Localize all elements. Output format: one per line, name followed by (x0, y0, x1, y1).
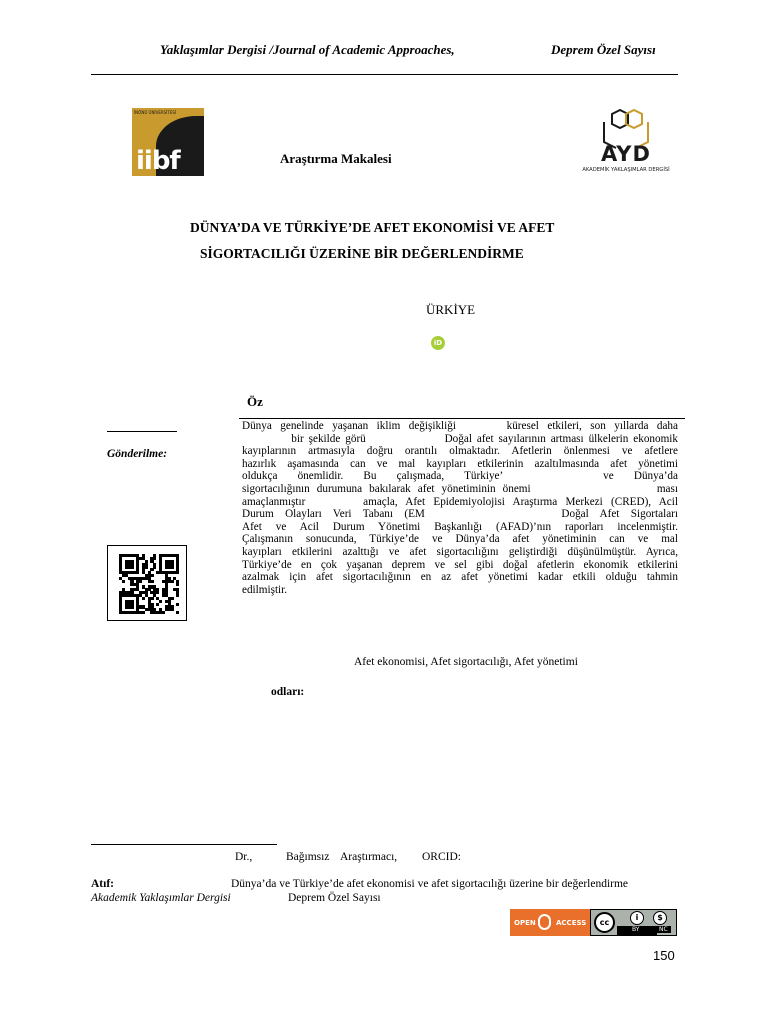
citation-issue: Deprem Özel Sayısı (288, 892, 381, 904)
keywords: Afet ekonomisi, Afet sigortacılığı, Afet yönetimi (354, 656, 578, 668)
abstract-heading: Öz (247, 394, 263, 409)
footnote-role: Bağımsız (286, 851, 330, 863)
abstract-line: Çalışmanın sonucunda, Türkiye’de ve Dünya’da afet yönetiminin can ve mal (242, 533, 678, 546)
citation-text: Dünya’da ve Türkiye’de afet ekonomisi ve afet sigortacılığı üzerine bir değerlendirme (231, 878, 629, 890)
abstract-line: Dünya genelinde yaşanan iklim değişikliği küresel etkileri, son yıllarda daha (242, 420, 678, 432)
abstract-line: oldukça önemlidir. Bu çalışmada, Türkiye’ ve Dünya’da (242, 470, 678, 483)
open-access-open-text: OPEN (514, 919, 536, 927)
qr-module (130, 605, 133, 608)
qr-module (139, 580, 142, 583)
title-line-1: DÜNYA’DA VE TÜRKİYE’DE AFET EKONOMİSİ VE AFET (190, 220, 555, 235)
qr-module (176, 611, 179, 614)
qr-module (150, 580, 153, 583)
footnote-dr: Dr., (235, 851, 253, 863)
qr-module (150, 597, 153, 600)
title-line-2: SİGORTACILIĞI ÜZERİNE BİR DEĞERLENDİRME (200, 246, 524, 261)
cc-nc-text: NC (656, 926, 671, 933)
jel-codes-label: odları: (271, 686, 305, 698)
footnote-orcid: ORCID: (422, 851, 461, 863)
abstract-line: amaçlanmıştır amaçla, Afet Epidemiyolojisi Araştırma Merkezi (CRED), Acil (242, 495, 678, 508)
abstract-line: azalmak için afet sigortacılığının en az afet yönetimi kadar etkili olduğu tahmin (242, 571, 678, 584)
submitted-label: Gönderilme: (107, 448, 168, 460)
abstract-line: kayıpları etkilerini azalttığı ve afet sigortacılığını geliştirdiği düşünülmüştür. Ayrıca, (242, 545, 678, 558)
qr-module (136, 571, 139, 574)
qr-module (176, 571, 179, 574)
ayd-logo-text: AYD (601, 142, 651, 166)
abstract-line: sigortacılığının durumuna bakılarak afet yönetiminin önemi ması (242, 482, 678, 495)
qr-module (170, 608, 173, 611)
open-access-badge[interactable] (510, 909, 590, 936)
qr-code (107, 545, 187, 621)
ayd-logo-subtext: AKADEMİK YAKLAŞIMLAR DERGİSİ (582, 167, 670, 173)
abstract-line: Türkiye’de en çok yaşanan deprem ve sel gibi doğal afetlerin ekonomik etkilerini (242, 558, 678, 571)
ayd-logo (582, 108, 670, 178)
journal-header-title: Yaklaşımlar Dergisi /Journal of Academic Approaches, (160, 42, 455, 57)
qr-module (176, 583, 179, 586)
abstract-line: bir şekilde görü Doğal afet sayılarının artması ülkelerin ekonomik (242, 432, 679, 445)
iibf-logo-small-text: İNÖNÜ ÜNİVERSİTESİ (134, 110, 177, 115)
cc-icon: cc (594, 912, 615, 933)
qr-module (122, 580, 125, 583)
abstract-line: Durum Olayları Veri Tabanı (EM Doğal Afet Sigortaları (242, 508, 678, 521)
abstract-body (242, 420, 678, 596)
qr-module (170, 565, 173, 568)
qr-module (145, 565, 148, 568)
qr-module (153, 557, 156, 560)
citation-journal: Akademik Yaklaşımlar Dergisi (91, 892, 231, 904)
qr-module (153, 565, 156, 568)
attribution-icon: i (630, 911, 644, 925)
author-affiliation: ÜRKİYE (426, 302, 476, 317)
abstract-line: hazırlık aşamasında can ve mal kayıpları etkilerinin azaltılmasında afet yönetimi (242, 457, 678, 470)
qr-module (142, 611, 145, 614)
orcid-icon[interactable]: iD (431, 336, 445, 350)
open-lock-icon (538, 914, 551, 930)
qr-module (176, 594, 179, 597)
qr-module (170, 597, 173, 600)
qr-module (176, 603, 179, 606)
footnote-rule (91, 844, 277, 845)
cc-by-text: BY (632, 926, 640, 933)
qr-module (170, 580, 173, 583)
qr-module (159, 600, 162, 603)
qr-module (142, 597, 145, 600)
qr-module (130, 565, 133, 568)
qr-module (150, 574, 153, 577)
citation-label: Atıf: (91, 878, 114, 890)
open-access-access-text: ACCESS (556, 919, 587, 927)
cc-license-badge[interactable] (590, 909, 677, 936)
article-type: Araştırma Makalesi (280, 151, 392, 166)
noncommercial-icon: $ (653, 911, 667, 925)
abstract-line: Afet ve Acil Durum Yönetimi Başkanlığı (AFAD)’nın raporları incelenmiştir. (242, 520, 678, 533)
abstract-line: kayıplarının artmasıyla doğru orantılı olmaktadır. Afetlerin önlenmesi ve afetlere (242, 445, 678, 458)
header-rule (91, 74, 678, 75)
abstract-line: edilmiştir. (242, 583, 288, 596)
iibf-logo-text: iibf (136, 146, 180, 176)
iibf-logo (132, 108, 204, 176)
footnote-role2: Araştırmacı, (340, 851, 398, 863)
sidebar-rule (107, 431, 177, 432)
qr-module (156, 603, 159, 606)
journal-header-issue: Deprem Özel Sayısı (551, 42, 656, 57)
qr-module (162, 611, 165, 614)
qr-module (156, 591, 159, 594)
page-number: 150 (653, 948, 675, 963)
abstract-rule (239, 418, 685, 419)
qr-module (150, 568, 153, 571)
